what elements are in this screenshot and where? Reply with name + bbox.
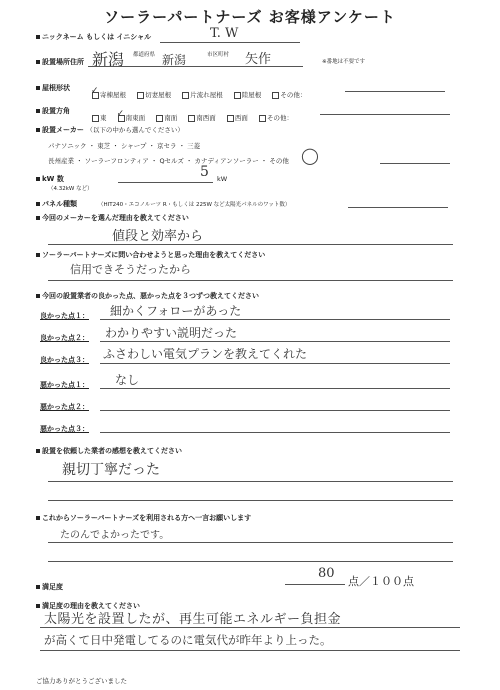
q-reason-maker-underline (48, 244, 453, 245)
location-label: 設置場所住所 (36, 57, 84, 67)
satisfaction-underline (285, 584, 345, 585)
panel-underline (348, 207, 448, 208)
good-point-2-label: 良かった点２： (40, 334, 89, 342)
q-message-answer: たのんでよかったです。 (60, 530, 170, 541)
checkmark-icon: ✓ (116, 109, 125, 119)
maker-row-2: 長州産業 ・ ソーラーフロンティア ・ Qセルズ ・ カナディアンソーラー ・ その他 (48, 157, 289, 165)
roof-other-underline (345, 91, 445, 92)
good-point-1-underline (100, 319, 450, 320)
maker-toshiba[interactable]: 東芝 (97, 142, 111, 150)
bad-point-2-underline (100, 410, 450, 411)
maker-choshu[interactable]: 長州産業 (48, 157, 74, 165)
satisfaction-label: 満足度 (36, 582, 63, 592)
roof-label: 屋根形状 (36, 83, 70, 93)
good-point-2-answer: わかりやすい説明だった (105, 326, 238, 340)
direction-option-south[interactable]: 南面 (156, 113, 177, 122)
roof-option-yosemune[interactable]: ✓ 寄棟屋根 (91, 86, 126, 99)
direction-option-southeast[interactable]: ✓ 南東面 (116, 109, 146, 122)
good-point-3-underline (100, 363, 450, 364)
location-underline (88, 66, 303, 67)
maker-canadian-solar[interactable]: カナディアンソーラー (194, 157, 259, 165)
panel-label: パネル種類 (36, 199, 77, 209)
panel-hint: （HIT240・エコノルーツ R・もしくは 225W など太陽光パネルのワット数） (98, 202, 291, 208)
bad-point-1-answer: なし (115, 373, 140, 387)
direction-option-east[interactable]: 東 (92, 113, 107, 122)
q-satisfaction-reason-label: 満足度の理由を教えてください (36, 601, 140, 611)
roof-option-katanagare[interactable]: 片流れ屋根 (182, 90, 223, 99)
maker-label: 設置メーカー （以下の中から選んでください） (36, 125, 184, 135)
checkmark-icon: ✓ (91, 86, 99, 96)
maker-panasonic[interactable]: パナソニック (48, 142, 87, 150)
kw-value: 5 (200, 164, 209, 180)
nickname-label: ニックネーム もしくは イニシャル (36, 32, 151, 42)
maker-qcells[interactable]: Qセルズ (159, 157, 184, 165)
city-unit: 市区町村 (207, 52, 230, 58)
bad-point-1-label: 悪かった点１： (40, 381, 89, 389)
q-message-underline-2 (48, 561, 453, 562)
q-reason-inquiry-label: ソーラーパートナーズに問い合わせようと思った理由を教えてください (36, 250, 265, 260)
good-point-3-label: 良かった点３： (40, 356, 89, 364)
nickname-value: T. W (210, 26, 239, 41)
maker-other[interactable]: その他 (269, 157, 289, 165)
q-reason-maker-answer: 値段と効率から (112, 229, 204, 244)
satisfaction-value: 80 (318, 566, 335, 581)
direction-option-west[interactable]: 西面 (227, 113, 248, 122)
prefecture-value: 新潟 (92, 50, 125, 69)
bad-point-3-underline (100, 432, 450, 433)
good-point-3-answer: ふさわしい電気プランを教えてくれた (103, 347, 308, 361)
maker-row-1: パナソニック ・ 東芝 ・ シャープ ・ 京セラ ・ 三菱 (48, 142, 201, 150)
direction-label: 設置方角 (36, 106, 70, 116)
maker-kyocera[interactable]: 京セラ (157, 142, 177, 150)
kw-underline (118, 182, 213, 183)
bad-point-1-underline (100, 388, 450, 389)
q-points-label: 今回の設置業者の良かった点、悪かった点を３つずつ教えてください (36, 291, 259, 301)
kw-hint: （4.32kW など） (48, 186, 93, 192)
q-reason-inquiry-underline (48, 280, 453, 281)
good-point-2-underline (100, 341, 450, 342)
prefecture-unit: 都道府県 (133, 52, 156, 58)
q-impression-answer: 親切丁寧だった (62, 462, 160, 478)
roof-options (92, 82, 312, 101)
q-impression-underline (48, 481, 453, 482)
maker-mitsubishi[interactable]: 三菱 (187, 142, 201, 150)
q-satisfaction-reason-line-2: が高くて日中発電してるのに電気代が昨年より上った。 (44, 633, 332, 647)
q-satisfaction-reason-underline-1 (40, 627, 460, 628)
kw-unit: kW (217, 175, 228, 183)
roof-option-other[interactable]: その他： (272, 90, 306, 99)
direction-options (92, 105, 299, 124)
maker-sharp[interactable]: シャープ (120, 142, 147, 150)
direction-other-underline (320, 114, 450, 115)
good-point-1-answer: 細かくフォローがあった (110, 304, 242, 318)
nickname-underline (160, 42, 300, 43)
direction-option-southwest[interactable]: 南西面 (188, 113, 216, 122)
location-note: ※番地は不要です (322, 59, 366, 65)
satisfaction-suffix: 点／１００点 (348, 575, 414, 588)
roof-option-rikuyane[interactable]: 陸屋根 (234, 90, 262, 99)
maker-solar-frontier[interactable]: ソーラーフロンティア (84, 157, 149, 165)
good-point-1-label: 良かった点１： (40, 312, 89, 320)
direction-option-other[interactable]: その他： (259, 113, 293, 122)
q-message-underline (48, 542, 453, 543)
maker-other-underline (380, 163, 450, 164)
q-message-label: これからソーラーパートナーズを利用される方へ一言お願いします (36, 513, 251, 523)
q-impression-underline-2 (48, 500, 453, 501)
kw-label: kW 数 (36, 174, 64, 184)
page-title: ソーラーパートナーズ お客様アンケート (104, 8, 396, 26)
roof-option-kirizuma[interactable]: 切妻屋根 (137, 90, 171, 99)
q-impression-label: 設置を依頼した業者の感想を教えてください (36, 446, 182, 456)
bad-point-2-label: 悪かった点２： (40, 403, 89, 411)
circle-mark-icon: ◯ (301, 146, 319, 165)
q-satisfaction-reason-underline-2 (40, 650, 460, 651)
q-reason-maker-label: 今回のメーカーを選んだ理由を教えてください (36, 213, 189, 223)
bad-point-3-label: 悪かった点３： (40, 425, 89, 433)
city-value: 新潟 (162, 53, 187, 67)
q-reason-inquiry-answer: 信用できそうだったから (70, 263, 191, 276)
town-value: 矢作 (245, 52, 272, 67)
q-satisfaction-reason-line-1: 太陽光を設置したが、再生可能エネルギー負担金 (44, 612, 342, 627)
footer-thanks: ご協力ありがとうございました (36, 677, 127, 685)
